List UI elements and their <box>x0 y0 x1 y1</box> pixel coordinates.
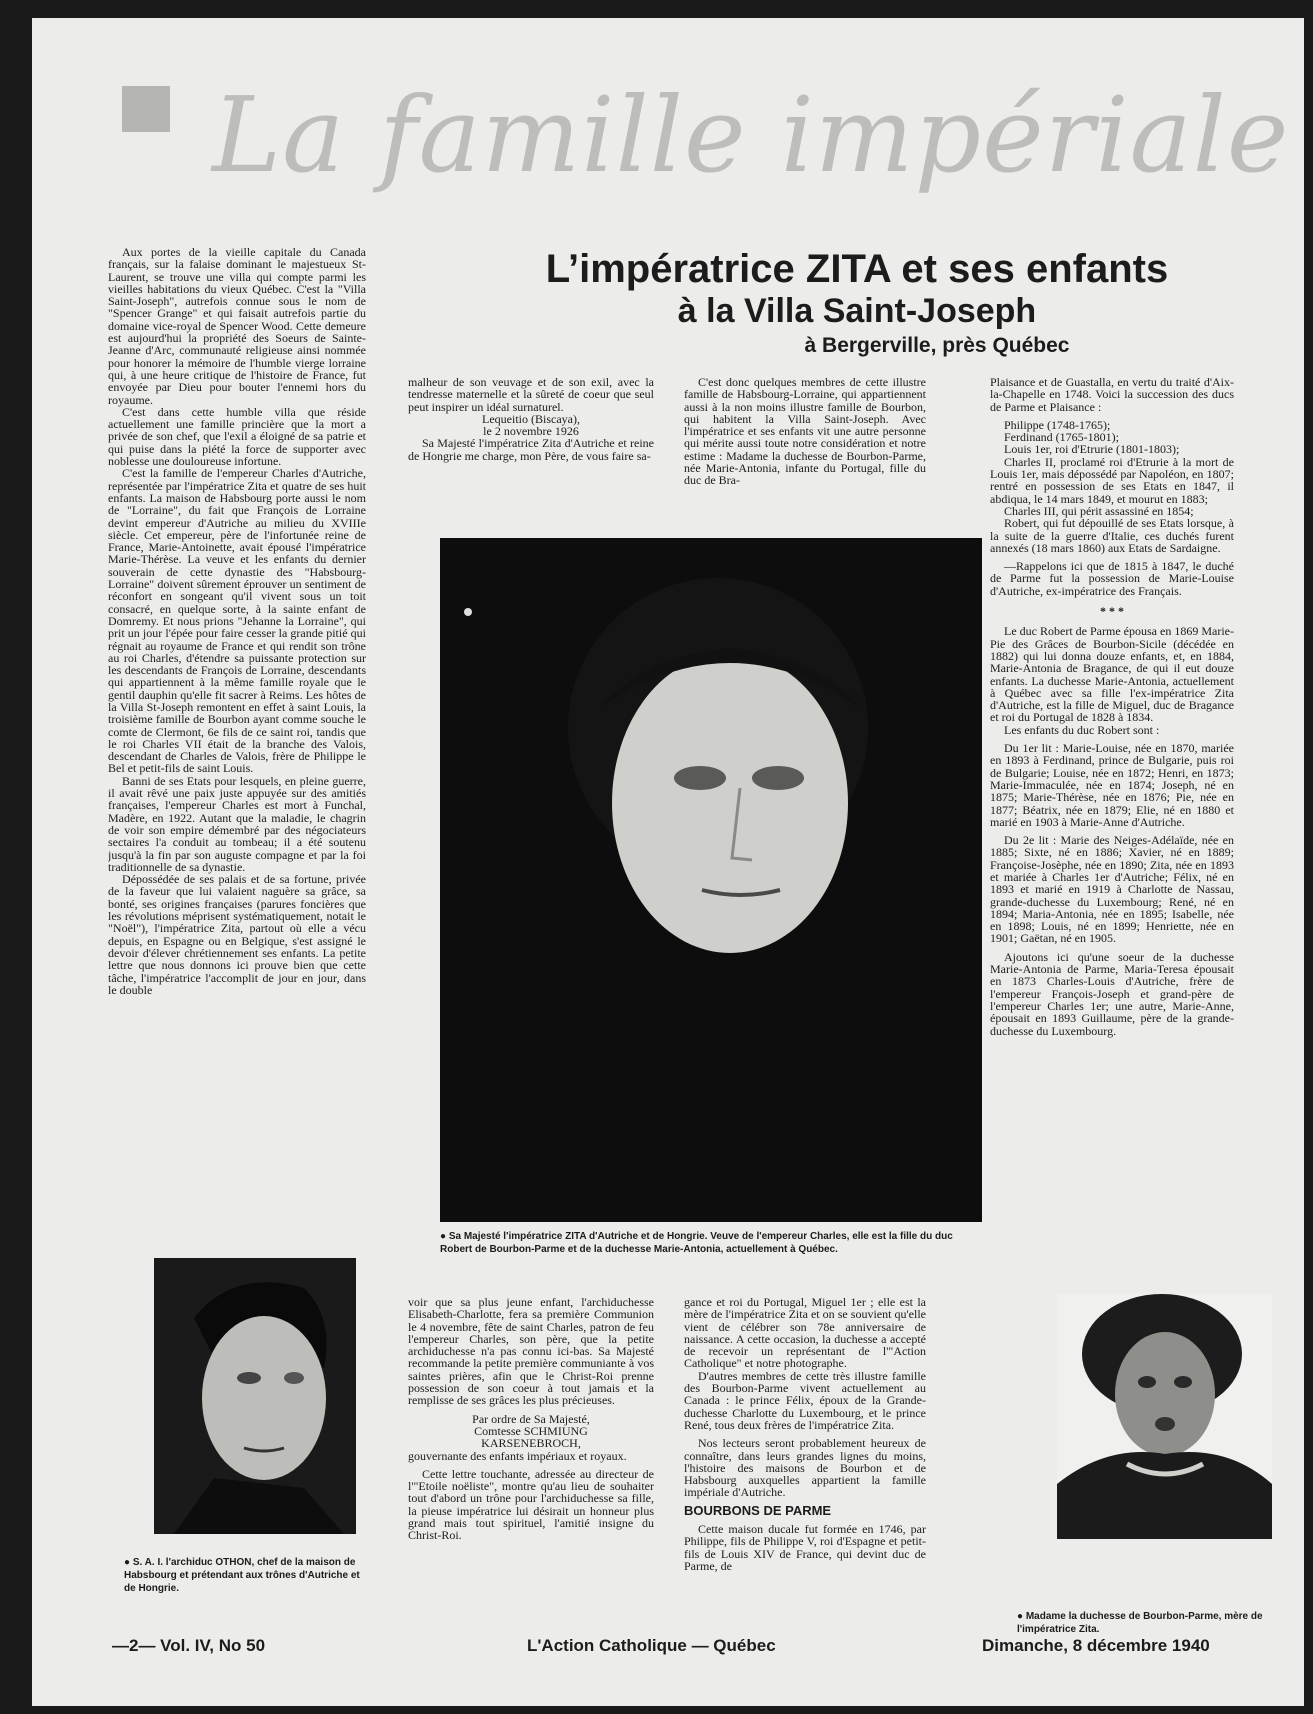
duke-entry: Ferdinand (1765-1801); <box>1004 430 1119 445</box>
footer-publication: L'Action Catholique — Québec <box>527 1636 776 1655</box>
signature-line: Comtesse SCHMIUNG <box>474 1423 588 1438</box>
signature-line: KARSENEBROCH, <box>481 1436 581 1451</box>
masthead-ornament <box>122 86 170 132</box>
duke-entry: Robert, qui fut dépouillé de ses Etats lorsque, à la suite de la guerre d'Italie, ces duchés furent annexés (18 mars 1860) aux Etats de Sardaigne. <box>990 516 1234 555</box>
duchess-of-parma-photo <box>1057 1294 1272 1539</box>
paragraph: malheur de son veuvage et de son exil, avec la tendresse maternelle et la sûreté de coeur que seul peut inspirer un idéal surnaturel. <box>408 375 654 414</box>
paragraph: Du 1er lit : Marie-Louise, née en 1870, mariée en 1893 à Ferdinand, prince de Bulgarie, puis roi de Bulgarie; Louise, née en 1872; Henri, en 1873; Marie-Immaculée, née en 1874; Joseph, né en 1875; Marie-Thérèse, née en 1876; Pie, née en 1877; Béatrix, née en 1879; Elie, né en 1880 et marié en 1903 à Marie-Anne d'Autriche. <box>990 741 1234 829</box>
paragraph: voir que sa plus jeune enfant, l'archiduchesse Elisabeth-Charlotte, fera sa première Communion le 4 novembre, fête de saint Charles, patron de feu l'empereur Charles, son père, que la petite archiduchesse n'a pas connu ici-bas. Sa Majesté recommande la petite première communiante à vos saintes prières, afin que le Christ-Roi prenne possession de son coeur à tout jamais et la remplisse de ses grâces les plus précieuses. <box>408 1295 654 1408</box>
duke-entry: Charles II, proclamé roi d'Etrurie à la mort de Louis 1er, mais dépossédé par Napoléon, en 1807; rentré en possession de ses Etats en 1847, il abdiqua, le 14 mars 1849, et mourut en 1883; <box>990 454 1234 506</box>
mother-photo-caption: ● Madame la duchesse de Bourbon-Parme, mère de l'impératrice Zita. <box>1017 1611 1263 1635</box>
paragraph: C'est la famille de l'empereur Charles d'Autriche, représentée par l'impératrice Zita et quatre de ses huit enfants. La maison de Habsbourg porte aussi le nom de "Lorraine", du fait que François de Lorraine devint empereur d'Autriche au milieu du XVIIIe siècle. Cet empereur, père de l'infortunée reine de France, Marie-Antoinette, avait épousé l'impératrice Marie-Thérèse. La veuve et les enfants du dernier souverain de cette dynastie des "Habsbourg-Lorraine" doivent sûrement éprouver un sentiment de réconfort en songeant qu'il vivent sous un toit consacré, en quelque sorte, à la sainte enfant de Domremy. Et nous prions "Jehanne la Lorraine", qui prit un jour l'épée pour faire cesser la grande pitié qui régnait au royaume de France et qui rendit son trône au roi Charles, d'étendre sa puissante protection sur les descendants de François de Lorraine, descendants qui appartiennent à la même famille royale que le gentil dauphin qu'elle fit sacrer à Reims. Les hôtes de la Villa St-Joseph remontent en effet à saint Louis, la troisième famille de Bourbon ayant comme souche le comte de Clermont, 6e fils de ce saint roi, tandis que le roi Charles VII était de la branche des Valois, descendant de Charles de Valois, frère de Philippe le Bel et petit-fils de saint Louis. <box>108 466 366 776</box>
duke-entry: Philippe (1748-1765); <box>1004 417 1111 432</box>
empress-photo-caption: ● Sa Majesté l'impératrice ZITA d'Autriche et de Hongrie. Veuve de l'empereur Charles, elle est la fille du duc Robert de Bourbon-Parme et de la duchesse Marie-Antonia, actuellement à Québec. <box>440 1231 953 1255</box>
paragraph: Du 2e lit : Marie des Neiges-Adélaïde, née en 1885; Sixte, né en 1886; Xavier, né en 1889; Françoise-Josèphe, née en 1890; Zita, née en 1893 et mariée à Charles 1er d'Autriche; Félix, né en 1893 et marié en 1919 à Charlotte de Nassau, grande-duchesse du Luxembourg; René, né en 1894; Maria-Antonia, née en 1895; Isabelle, née en 1898; Louis, né en 1899; Henriette, née en 1901; Gaëtan, né en 1905. <box>990 833 1234 946</box>
duke-entry: Louis 1er, roi d'Etrurie (1801-1803); <box>1004 442 1180 457</box>
headline-line-3: à Bergerville, près Québec <box>804 334 1070 358</box>
letter-place: Lequeitio (Biscaya), <box>482 411 580 426</box>
article-column-4 <box>990 376 1234 1037</box>
masthead-title: La famille impériale <box>212 74 1290 196</box>
article-column-2-bottom <box>408 1296 654 1542</box>
paragraph: C'est donc quelques membres de cette illustre famille de Habsbourg-Lorraine, qui appartiennent aussi à la non moins illustre famille de Bourbon, qui habitent la Villa Saint-Joseph. Avec l'impératrice et ses enfants vit une autre personne qui mérite aussi toute notre considération et notre estime : Madame la duchesse de Bourbon-Parme, née Marie-Antonia, infante du Portugal, fille du duc de Bra- <box>684 375 926 488</box>
duke-entry: Charles III, qui périt assassiné en 1854; <box>1004 503 1194 518</box>
subheading: BOURBONS DE PARME <box>684 1502 832 1518</box>
paragraph: Plaisance et de Guastalla, en vertu du traité d'Aix-la-Chapelle en 1748. Voici la succession des ducs de Parme et Plaisance : <box>990 375 1234 414</box>
paragraph: Les enfants du duc Robert sont : <box>1004 722 1160 737</box>
paragraph: gance et roi du Portugal, Miguel 1er ; elle est la mère de l'impératrice Zita et on se souvient qu'elle vient de célébrer son 78e anniversaire de naissance. A cette occasion, la duchesse a accepté de recevoir un représentant de l'"Action Catholique" et notre photographe. <box>684 1295 926 1371</box>
paragraph: Banni de ses Etats pour lesquels, en pleine guerre, il avait rêvé une paix juste appuyée sur des amitiés françaises, l'empereur Charles est mort à Funchal, Madère, en 1922. Autant que la maladie, le chagrin de voir son empire démembré par des négociateurs sectaires l'a conduit au tombeau; il a été soutenu jusqu'à la fin par son auguste compagne et par la foi traditionnelle de sa dynastie. <box>108 773 366 874</box>
newspaper-page <box>32 18 1304 1706</box>
headline-line-2: à la Villa Saint-Joseph <box>677 292 1037 330</box>
article-column-3-bottom <box>684 1296 926 1572</box>
paragraph: Sa Majesté l'impératrice Zita d'Autriche et reine de Hongrie me charge, mon Père, de vous faire sa- <box>408 436 654 463</box>
article-column-1 <box>108 246 366 1231</box>
headline <box>452 246 1262 360</box>
paragraph: D'autres membres de cette très illustre famille des Bourbon-Parme vivent actuellement au Canada : le prince Félix, époux de la Grande-duchesse Charlotte du Luxembourg, et le prince René, tous deux frères de l'impératrice Zita. <box>684 1368 926 1432</box>
othon-photo-caption: ● S. A. I. l'archiduc OTHON, chef de la maison de Habsbourg et prétendant aux trônes d'Autriche et de Hongrie. <box>124 1557 360 1594</box>
paragraph: —Rappelons ici que de 1815 à 1847, le duché de Parme fut la possession de Marie-Louise d'Autriche, ex-impératrice des Français. <box>990 559 1234 598</box>
archduke-othon-photo <box>154 1258 356 1534</box>
paragraph: Nos lecteurs seront probablement heureux de connaître, dans leurs grandes lignes du moins, l'histoire des maisons de Bourbon et de Habsbourg auxquelles appartient la famille impériale d'Autriche. <box>684 1436 926 1500</box>
article-column-2-top <box>408 376 654 462</box>
article-column-3-top <box>684 376 926 487</box>
section-separator: * * * <box>1100 604 1124 619</box>
letter-order: Par ordre de Sa Majesté, <box>472 1411 590 1426</box>
headline-line-1: L’impératrice ZITA et ses enfants <box>545 247 1169 291</box>
paragraph: Le duc Robert de Parme épousa en 1869 Marie-Pie des Grâces de Bourbon-Sicile (décédée en 1882) qui lui donna douze enfants, et, en 1884, Marie-Antonia de Bragance, de qui il eut douze enfants. La duchesse Marie-Antonia, actuellement à Québec avec sa fille l'ex-impératrice Zita d'Autriche, est la fille de Miguel, duc de Bragance et roi du Portugal de 1828 à 1834. <box>990 624 1234 725</box>
paragraph: Ajoutons ici qu'une soeur de la duchesse Marie-Antonia de Parme, Maria-Teresa épousait en 1873 Charles-Louis d'Autriche, frère de l'empereur François-Joseph et grand-père de l'empereur Charles 1er; une autre, Marie-Anne, épousait en 1893 Guillaume, père de la grande-duchesse du Luxembourg. <box>990 949 1234 1038</box>
footer-volume: —2— Vol. IV, No 50 <box>112 1636 266 1655</box>
paragraph: Cette lettre touchante, adressée au directeur de l'"Etoile noëliste", montre qu'au lieu de souhaiter tout d'abord un trône pour l'archiduchesse sa fille, la pieuse impératrice lui désirait un honneur plus grand mais tout spirituel, l'amitié insigne du Christ-Roi. <box>408 1466 654 1543</box>
empress-zita-photo <box>440 538 982 1222</box>
paragraph: C'est dans cette humble villa que réside actuellement une famille princière que la mort a privée de son chef, que l'exil a éloigné de sa patrie et qui puise dans la piété la force de supporter avec noblesse une douloureuse infortune. <box>108 404 366 469</box>
footer-date: Dimanche, 8 décembre 1940 <box>982 1636 1210 1655</box>
signature-title: gouvernante des enfants impériaux et royaux. <box>408 1448 627 1463</box>
letter-date: le 2 novembre 1926 <box>483 424 579 439</box>
paragraph: Aux portes de la vieille capitale du Canada français, sur la falaise dominant le majestueux St-Laurent, se trouve une villa qui compte parmi les vieilles habitations du vieux Québec. C'est la "Villa Saint-Joseph", autrefois connue sous le nom de "Spencer Grange" et qui faisait autrefois partie du domaine vice-royal de Spencer Wood. Cette demeure est aujourd'hui la propriété des Soeurs de Sainte-Jeanne d'Arc, communauté religieuse ainsi nommée pour honorer la mémoire de l'humble vierge lorraine qui, à une heure critique de l'histoire de France, fut envoyée par Dieu pour bouter l'ennemi hors du royaume. <box>108 246 366 407</box>
paragraph: Cette maison ducale fut formée en 1746, par Philippe, fils de Philippe V, roi d'Espagne et petit-fils de Louis XIV de France, qui devint duc de Parme, de <box>684 1522 926 1573</box>
paragraph: Dépossédée de ses palais et de sa fortune, privée de la faveur que lui valaient naguère sa grâce, sa bonté, ses origines françaises (parures foncières que les révolutions méprisent systématiquement, notait le "Noël"), l'impératrice Zita, partout où elle a vécu depuis, en Espagne ou en Belgique, s'est assigné le devoir d'élever chrétiennement ses enfants. La petite lettre que nous donnons ici prouve bien que cette tâche, l'impératrice l'accomplit de jour en jour, dans le double <box>108 872 366 997</box>
